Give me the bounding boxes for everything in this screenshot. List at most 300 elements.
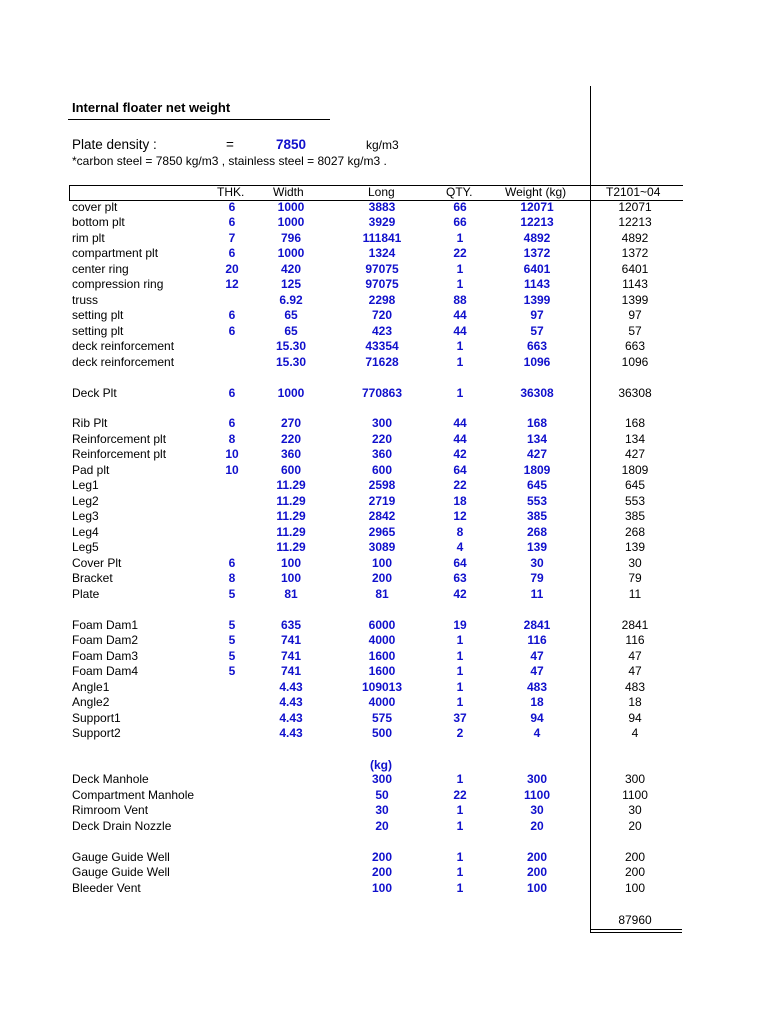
density-unit: kg/m3 (366, 138, 399, 152)
table-row (0, 509, 768, 525)
row-name: Foam Dam3 (72, 649, 139, 663)
cell-code: 427 (624, 447, 646, 461)
cell-thk[interactable]: 8 (228, 571, 236, 585)
cell-qty[interactable]: 66 (453, 200, 467, 214)
cell-code: 4892 (621, 231, 649, 245)
cell-thk[interactable]: 6 (228, 308, 236, 322)
cell-weight[interactable]: 57 (530, 324, 544, 338)
row-name: Leg3 (72, 509, 99, 523)
cell-code: 116 (625, 633, 645, 647)
cell-width[interactable]: 11.29 (276, 478, 306, 492)
cell-long[interactable]: 43354 (365, 339, 399, 353)
cell-width[interactable]: 125 (280, 277, 302, 291)
cell-weight[interactable]: 20 (530, 819, 544, 833)
table-row (0, 649, 768, 665)
row-name: Gauge Guide Well (72, 865, 170, 879)
table-row (0, 618, 768, 634)
cell-width[interactable]: 420 (280, 262, 302, 276)
row-name: Plate (72, 587, 100, 601)
row-name: cover plt (72, 200, 118, 214)
cell-qty[interactable]: 1 (456, 355, 464, 369)
cell-width[interactable]: 11.29 (276, 509, 306, 523)
cell-long[interactable]: 50 (375, 788, 389, 802)
cell-width[interactable]: 11.29 (276, 540, 306, 554)
row-name: Deck Manhole (72, 772, 149, 786)
cell-qty[interactable]: 66 (453, 215, 467, 229)
cell-qty[interactable]: 4 (456, 540, 464, 554)
cell-code: 30 (628, 803, 642, 817)
page-title: Internal floater net weight (72, 100, 231, 115)
cell-qty[interactable]: 42 (453, 447, 467, 461)
density-equals: = (226, 137, 234, 152)
cell-code: 94 (628, 711, 642, 725)
table-row (0, 277, 768, 293)
cell-width[interactable]: 635 (280, 618, 302, 632)
cell-weight[interactable]: 6401 (523, 262, 551, 276)
cell-qty[interactable]: 1 (456, 680, 464, 694)
row-name: setting plt (72, 308, 124, 322)
table-row (0, 680, 768, 696)
cell-weight[interactable]: 47 (530, 649, 544, 663)
cell-long[interactable]: 97075 (365, 277, 399, 291)
cell-code: 47 (628, 649, 642, 663)
cell-weight[interactable]: 1372 (523, 246, 551, 260)
cell-long[interactable]: 220 (371, 432, 393, 446)
table-row (0, 525, 768, 541)
cell-width[interactable]: 600 (280, 463, 302, 477)
cell-width[interactable]: 270 (280, 416, 302, 430)
cell-qty[interactable]: 1 (456, 664, 464, 678)
table-row (0, 881, 768, 897)
table-row (0, 571, 768, 587)
cell-qty[interactable]: 12 (453, 509, 467, 523)
cell-width[interactable]: 11.29 (276, 494, 306, 508)
cell-long[interactable]: 2598 (368, 478, 396, 492)
cell-long[interactable]: 200 (371, 850, 393, 864)
cell-long[interactable]: 2719 (368, 494, 396, 508)
cell-weight[interactable]: 97 (530, 308, 544, 322)
table-row (0, 711, 768, 727)
total-double-underline (590, 932, 682, 933)
table-row (0, 788, 768, 804)
cell-long[interactable]: 3929 (368, 215, 396, 229)
row-name: Leg1 (72, 478, 99, 492)
cell-thk[interactable]: 5 (228, 587, 236, 601)
cell-thk[interactable]: 6 (228, 246, 236, 260)
cell-long[interactable]: 200 (371, 571, 393, 585)
cell-qty[interactable]: 44 (453, 432, 467, 446)
cell-thk[interactable]: 6 (228, 556, 236, 570)
cell-qty[interactable]: 22 (453, 246, 467, 260)
cell-weight[interactable]: 1143 (523, 277, 551, 291)
cell-qty[interactable]: 1 (456, 695, 464, 709)
cell-weight[interactable]: 94 (530, 711, 544, 725)
table-row (0, 633, 768, 649)
cell-qty[interactable]: 64 (453, 463, 467, 477)
cell-weight[interactable]: 1809 (523, 463, 551, 477)
table-row (0, 865, 768, 881)
table-row (0, 726, 768, 742)
cell-code: 11 (628, 587, 642, 601)
table-row (0, 215, 768, 231)
row-name: rim plt (72, 231, 105, 245)
row-name: Bleeder Vent (72, 881, 141, 895)
cell-long[interactable]: 81 (375, 587, 389, 601)
cell-long[interactable]: 300 (371, 416, 393, 430)
cell-thk[interactable]: 5 (228, 633, 236, 647)
table-row (0, 416, 768, 432)
cell-thk[interactable]: 6 (228, 324, 236, 338)
cell-code: 97 (628, 308, 642, 322)
cell-code: 385 (624, 509, 646, 523)
cell-qty[interactable]: 1 (456, 881, 464, 895)
cell-long[interactable]: 720 (371, 308, 393, 322)
cell-width[interactable]: 65 (284, 324, 298, 338)
cell-long[interactable]: 2298 (368, 293, 396, 307)
cell-long[interactable]: 423 (371, 324, 393, 338)
cell-qty[interactable]: 44 (453, 308, 467, 322)
row-name: Bracket (72, 571, 113, 585)
cell-width[interactable]: 15.30 (275, 355, 307, 369)
cell-weight[interactable]: 553 (526, 494, 548, 508)
row-name: Leg2 (72, 494, 99, 508)
cell-qty[interactable]: 1 (456, 231, 464, 245)
row-name: Support2 (72, 726, 121, 740)
row-name: Reinforcement plt (72, 447, 167, 461)
row-name: Pad plt (72, 463, 110, 477)
cell-weight[interactable]: 30 (530, 803, 544, 817)
cell-long[interactable]: 100 (371, 556, 393, 570)
cell-long[interactable]: 3089 (368, 540, 396, 554)
cell-qty[interactable]: 37 (453, 711, 467, 725)
cell-code: 100 (624, 881, 646, 895)
cell-long[interactable]: 71628 (365, 355, 399, 369)
table-row (0, 339, 768, 355)
row-name: truss (72, 293, 99, 307)
cell-code: 4 (631, 726, 639, 740)
row-name: Compartment Manhole (72, 788, 195, 802)
cell-weight[interactable]: 483 (526, 680, 548, 694)
cell-code: 139 (624, 540, 646, 554)
cell-weight[interactable]: 36308 (520, 386, 554, 400)
cell-width[interactable]: 741 (280, 664, 302, 678)
cell-thk[interactable]: 8 (228, 432, 236, 446)
cell-long[interactable]: 1600 (368, 649, 396, 663)
cell-weight[interactable]: 427 (526, 447, 548, 461)
cell-code: 200 (624, 850, 646, 864)
table-row (0, 664, 768, 680)
cell-code: 1096 (621, 355, 649, 369)
cell-weight[interactable]: 268 (526, 525, 548, 539)
table-row (0, 432, 768, 448)
cell-long[interactable]: 109013 (361, 680, 403, 694)
cell-long[interactable]: 100 (371, 881, 393, 895)
cell-qty[interactable]: 18 (453, 494, 467, 508)
cell-qty[interactable]: 44 (453, 324, 467, 338)
cell-thk[interactable]: 10 (225, 447, 239, 461)
table-row (0, 772, 768, 788)
row-name: Foam Dam1 (72, 618, 139, 632)
cell-long[interactable]: 20 (375, 819, 389, 833)
cell-long[interactable]: 6000 (368, 618, 396, 632)
cell-qty[interactable]: 44 (453, 416, 467, 430)
cell-thk[interactable]: 5 (228, 618, 236, 632)
cell-weight[interactable]: 12071 (520, 200, 554, 214)
cell-weight[interactable]: 100 (526, 881, 548, 895)
cell-qty[interactable]: 1 (456, 649, 464, 663)
row-name: Rimroom Vent (72, 803, 149, 817)
cell-qty[interactable]: 1 (456, 819, 464, 833)
cell-width[interactable]: 4.43 (279, 695, 303, 709)
cell-weight[interactable]: 79 (530, 571, 544, 585)
cell-qty[interactable]: 19 (453, 618, 467, 632)
cell-qty[interactable]: 1 (456, 803, 464, 817)
cell-width[interactable]: 220 (280, 432, 302, 446)
table-row (0, 478, 768, 494)
density-note: *carbon steel = 7850 kg/m3 , stainless steel = 8027 kg/m3 . (72, 154, 387, 168)
cell-code: 1372 (621, 246, 649, 260)
cell-thk[interactable]: 20 (225, 262, 239, 276)
cell-weight[interactable]: 139 (526, 540, 548, 554)
cell-width[interactable]: 100 (280, 571, 302, 585)
cell-thk[interactable]: 7 (228, 231, 236, 245)
cell-weight[interactable]: 645 (526, 478, 548, 492)
cell-long[interactable]: 575 (371, 711, 393, 725)
cell-long[interactable]: 4000 (368, 695, 396, 709)
table-row (0, 355, 768, 371)
cell-weight[interactable]: 2841 (523, 618, 551, 632)
cell-width[interactable]: 6.92 (279, 293, 303, 307)
table-row (0, 695, 768, 711)
cell-long[interactable]: 2965 (368, 525, 396, 539)
cell-long[interactable]: 97075 (365, 262, 399, 276)
cell-qty[interactable]: 1 (456, 772, 464, 786)
table-row (0, 850, 768, 866)
row-name: Deck Plt (72, 386, 117, 400)
row-name: Support1 (72, 711, 121, 725)
cell-qty[interactable]: 1 (456, 339, 464, 353)
cell-long[interactable]: 200 (371, 865, 393, 879)
header-qty: QTY. (446, 185, 473, 199)
cell-thk[interactable]: 6 (228, 200, 236, 214)
cell-code: 483 (624, 680, 646, 694)
cell-weight[interactable]: 300 (526, 772, 548, 786)
cell-weight[interactable]: 200 (526, 865, 548, 879)
cell-width[interactable]: 1000 (277, 200, 305, 214)
density-value[interactable]: 7850 (276, 137, 307, 152)
table-row (0, 494, 768, 510)
cell-width[interactable]: 1000 (277, 215, 305, 229)
cell-code: 36308 (618, 386, 652, 400)
cell-code: 553 (624, 494, 646, 508)
cell-qty[interactable]: 8 (456, 525, 464, 539)
header-thk: THK. (217, 185, 245, 199)
cell-code: 134 (624, 432, 646, 446)
row-name: Rib Plt (72, 416, 108, 430)
cell-width[interactable]: 4.43 (279, 726, 303, 740)
cell-weight[interactable]: 116 (527, 633, 547, 647)
row-name: bottom plt (72, 215, 125, 229)
cell-width[interactable]: 1000 (277, 386, 305, 400)
cell-width[interactable]: 4.43 (279, 680, 303, 694)
row-name: Angle2 (72, 695, 110, 709)
table-row (0, 246, 768, 262)
cell-long[interactable]: 600 (371, 463, 393, 477)
cell-code: 200 (624, 865, 646, 879)
cell-code: 30 (628, 556, 642, 570)
row-name: compartment plt (72, 246, 159, 260)
cell-weight[interactable]: 663 (526, 339, 548, 353)
cell-long[interactable]: 1324 (368, 246, 396, 260)
cell-code: 12071 (618, 200, 652, 214)
cell-width[interactable]: 360 (280, 447, 302, 461)
cell-qty[interactable]: 1 (456, 262, 464, 276)
cell-code: 20 (628, 819, 642, 833)
cell-weight[interactable]: 1100 (523, 788, 551, 802)
cell-long[interactable]: 770863 (361, 386, 403, 400)
cell-code: 47 (628, 664, 642, 678)
cell-thk[interactable]: 6 (228, 215, 236, 229)
row-name: center ring (72, 262, 129, 276)
table-row (0, 324, 768, 340)
cell-qty[interactable]: 1 (456, 633, 464, 647)
row-name: Foam Dam4 (72, 664, 139, 678)
cell-long[interactable]: 30 (375, 803, 389, 817)
cell-width[interactable]: 796 (280, 231, 302, 245)
row-name: Gauge Guide Well (72, 850, 170, 864)
cell-width[interactable]: 741 (280, 649, 302, 663)
cell-code: 18 (628, 695, 642, 709)
cell-code: 168 (624, 416, 646, 430)
cell-qty[interactable]: 42 (453, 587, 467, 601)
cell-qty[interactable]: 63 (453, 571, 467, 585)
cell-code: 300 (624, 772, 646, 786)
cell-width[interactable]: 1000 (277, 246, 305, 260)
cell-long[interactable]: 111841 (362, 231, 402, 245)
cell-weight[interactable]: 385 (526, 509, 548, 523)
cell-weight[interactable]: 1399 (523, 293, 551, 307)
row-name: deck reinforcement (72, 355, 175, 369)
table-row (0, 386, 768, 402)
header-code: T2101~04 (606, 185, 661, 199)
cell-width[interactable]: 11.29 (276, 525, 306, 539)
cell-code: 6401 (621, 262, 649, 276)
cell-thk[interactable]: 10 (225, 463, 239, 477)
kg-unit-label: (kg) (370, 758, 392, 772)
cell-code: 1100 (622, 788, 648, 802)
header-weight: Weight (kg) (505, 185, 567, 199)
cell-thk[interactable]: 5 (228, 664, 236, 678)
cell-long[interactable]: 3883 (368, 200, 396, 214)
cell-qty[interactable]: 88 (453, 293, 467, 307)
cell-weight[interactable]: 47 (530, 664, 544, 678)
cell-weight[interactable]: 4 (533, 726, 541, 740)
cell-width[interactable]: 65 (284, 308, 298, 322)
cell-weight[interactable]: 18 (530, 695, 544, 709)
cell-width[interactable]: 81 (284, 587, 298, 601)
cell-thk[interactable]: 6 (228, 416, 236, 430)
cell-qty[interactable]: 1 (456, 277, 464, 291)
cell-width[interactable]: 4.43 (279, 711, 303, 725)
cell-code: 1809 (621, 463, 649, 477)
cell-long[interactable]: 1600 (368, 664, 396, 678)
cell-code: 645 (624, 478, 646, 492)
row-name: Reinforcement plt (72, 432, 167, 446)
density-label: Plate density : (72, 137, 157, 152)
cell-qty[interactable]: 22 (453, 478, 467, 492)
table-row (0, 447, 768, 463)
cell-weight[interactable]: 4892 (523, 231, 551, 245)
cell-qty[interactable]: 2 (456, 726, 464, 740)
cell-code: 1143 (622, 277, 648, 291)
cell-weight[interactable]: 11 (530, 587, 544, 601)
cell-code: 268 (624, 525, 646, 539)
cell-weight[interactable]: 1096 (523, 355, 551, 369)
table-row (0, 803, 768, 819)
cell-long[interactable]: 4000 (368, 633, 396, 647)
row-name: compression ring (72, 277, 164, 291)
cell-long[interactable]: 500 (371, 726, 393, 740)
cell-qty[interactable]: 1 (456, 850, 464, 864)
cell-qty[interactable]: 64 (453, 556, 467, 570)
row-name: Deck Drain Nozzle (72, 819, 172, 833)
cell-weight[interactable]: 168 (526, 416, 548, 430)
row-name: deck reinforcement (72, 339, 175, 353)
cell-weight[interactable]: 30 (530, 556, 544, 570)
cell-code: 663 (624, 339, 646, 353)
table-row (0, 293, 768, 309)
cell-long[interactable]: 360 (371, 447, 393, 461)
cell-width[interactable]: 15.30 (275, 339, 307, 353)
cell-weight[interactable]: 200 (526, 850, 548, 864)
cell-long[interactable]: 2842 (368, 509, 396, 523)
cell-code: 1399 (621, 293, 649, 307)
header-long: Long (368, 185, 395, 199)
cell-weight[interactable]: 134 (526, 432, 548, 446)
table-row (0, 587, 768, 603)
cell-qty[interactable]: 1 (456, 386, 464, 400)
row-name: Leg5 (72, 540, 99, 554)
cell-thk[interactable]: 5 (228, 649, 236, 663)
cell-qty[interactable]: 22 (453, 788, 467, 802)
total-weight: 87960 (618, 913, 652, 927)
table-row (0, 556, 768, 572)
table-row (0, 262, 768, 278)
cell-width[interactable]: 741 (280, 633, 302, 647)
total-underline (590, 929, 682, 930)
cell-long[interactable]: 300 (371, 772, 393, 786)
table-row (0, 308, 768, 324)
row-name: setting plt (72, 324, 124, 338)
cell-code: 2841 (621, 618, 649, 632)
cell-code: 57 (628, 324, 642, 338)
row-name: Leg4 (72, 525, 99, 539)
header-width: Width (273, 185, 304, 199)
cell-weight[interactable]: 12213 (520, 215, 554, 229)
row-name: Cover Plt (72, 556, 122, 570)
table-row (0, 463, 768, 479)
cell-thk[interactable]: 6 (228, 386, 236, 400)
cell-code: 79 (628, 571, 642, 585)
cell-thk[interactable]: 12 (225, 277, 239, 291)
row-name: Foam Dam2 (72, 633, 139, 647)
cell-code: 12213 (618, 215, 652, 229)
cell-qty[interactable]: 1 (456, 865, 464, 879)
cell-width[interactable]: 100 (280, 556, 302, 570)
table-row (0, 540, 768, 556)
row-name: Angle1 (72, 680, 110, 694)
table-row (0, 231, 768, 247)
